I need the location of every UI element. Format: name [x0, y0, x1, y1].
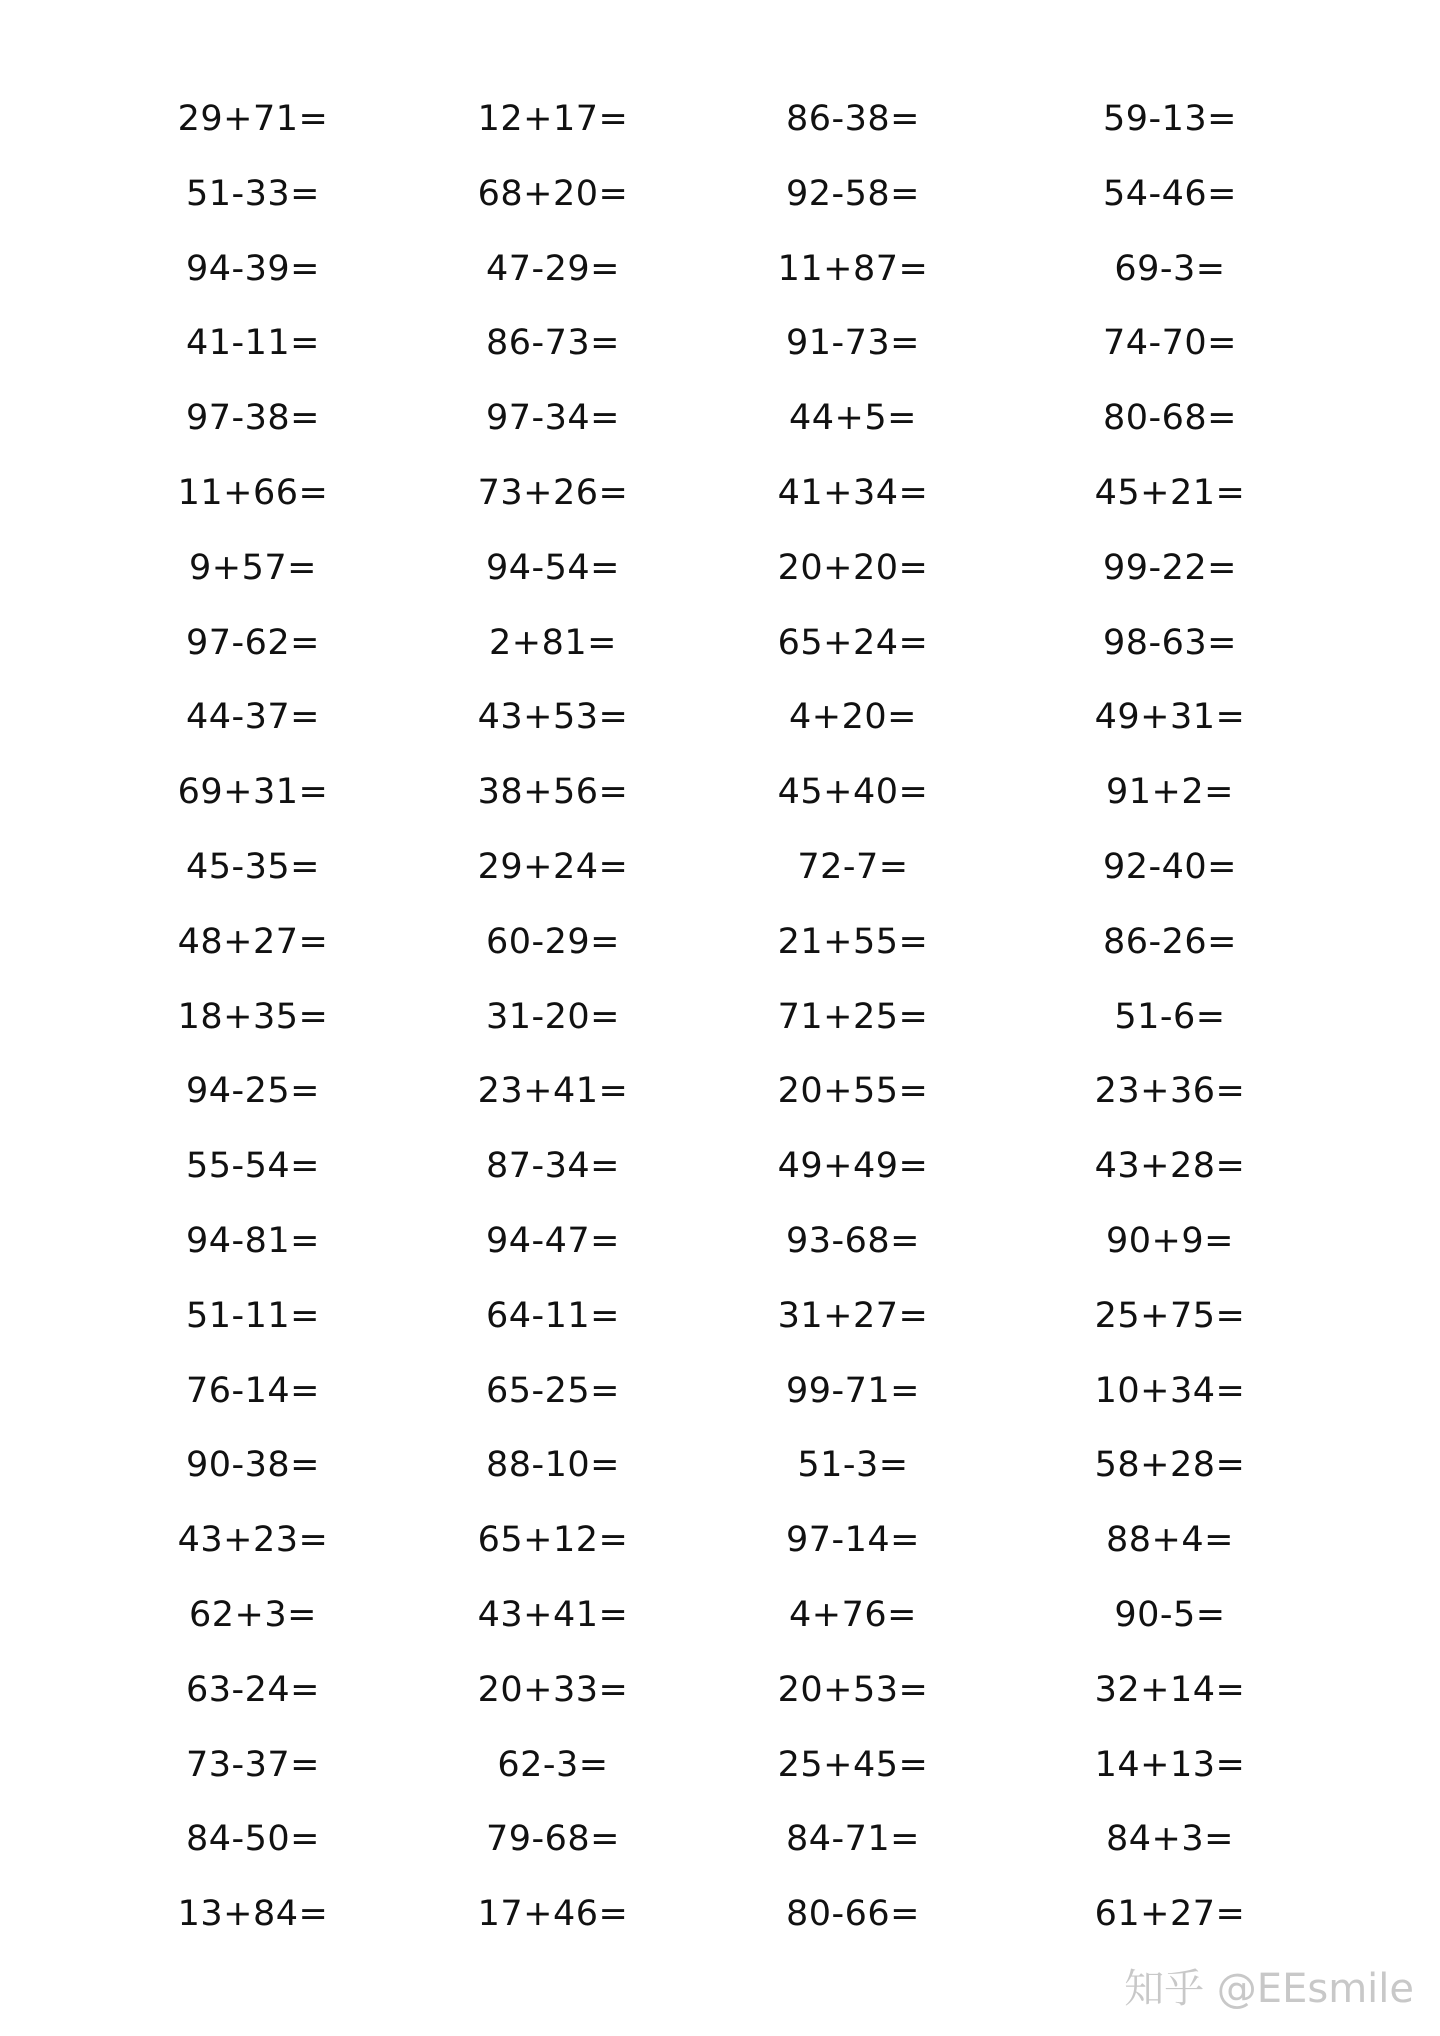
problem-cell: 29+71=: [177, 99, 329, 139]
problem-cell: 43+41=: [477, 1594, 629, 1635]
problem-cell: 41+34=: [777, 472, 929, 513]
problem-cell: 92-40=: [1102, 846, 1238, 887]
problem-row: [0, 82, 1440, 157]
watermark: 知乎 @EEsmile: [1124, 1966, 1414, 2012]
problem-cell: 43+28=: [1094, 1146, 1246, 1187]
problem-cell: 73+26=: [477, 472, 629, 513]
problem-cell: 43+23=: [177, 1520, 329, 1561]
problem-cell: 23+41=: [477, 1071, 629, 1112]
problem-cell: 20+33=: [477, 1669, 629, 1710]
problem-cell: 51-3=: [797, 1445, 909, 1486]
problem-cell: 94-81=: [185, 1220, 321, 1261]
problem-cell: 69+31=: [177, 772, 329, 813]
problem-cell: 48+27=: [177, 921, 329, 962]
problem-cell: 80-66=: [785, 1894, 921, 1935]
problem-cell: 23+36=: [1094, 1071, 1246, 1112]
problem-cell: 17+46=: [477, 1894, 629, 1935]
problem-row: [0, 680, 1440, 755]
problem-cell: 91-73=: [785, 323, 921, 364]
problem-cell: 90-5=: [1114, 1594, 1226, 1635]
problem-grid: [0, 82, 1440, 1952]
problem-cell: 87-34=: [485, 1146, 621, 1187]
problem-cell: 88+4=: [1106, 1520, 1234, 1561]
problem-cell: 4+20=: [789, 697, 917, 738]
problem-cell: 25+75=: [1094, 1295, 1246, 1336]
problem-cell: 84-50=: [185, 1819, 321, 1860]
problem-cell: 86-73=: [485, 323, 621, 364]
problem-cell: 65-25=: [485, 1370, 621, 1411]
problem-cell: 58+28=: [1094, 1445, 1246, 1486]
problem-row: [0, 1428, 1440, 1503]
problem-cell: 18+35=: [177, 996, 329, 1037]
problem-cell: 59-13=: [1102, 99, 1238, 139]
problem-cell: 54-46=: [1102, 173, 1238, 214]
problem-cell: 47-29=: [485, 248, 621, 289]
problem-row: [0, 1279, 1440, 1354]
problem-cell: 94-39=: [185, 248, 321, 289]
problem-cell: 97-62=: [185, 622, 321, 663]
problem-cell: 32+14=: [1094, 1669, 1246, 1710]
problem-cell: 60-29=: [485, 921, 621, 962]
problem-cell: 45+40=: [777, 772, 929, 813]
problem-cell: 86-26=: [1102, 921, 1238, 962]
problem-cell: 94-25=: [185, 1071, 321, 1112]
problem-cell: 4+76=: [789, 1594, 917, 1635]
problem-cell: 20+53=: [777, 1669, 929, 1710]
problem-cell: 11+87=: [777, 248, 929, 289]
problem-row: [0, 1054, 1440, 1129]
problem-row: [0, 830, 1440, 905]
problem-row: [0, 1354, 1440, 1429]
problem-cell: 38+56=: [477, 772, 629, 813]
problem-cell: 65+12=: [477, 1520, 629, 1561]
problem-cell: 72-7=: [797, 846, 909, 887]
problem-cell: 44-37=: [185, 697, 321, 738]
problem-cell: 61+27=: [1094, 1894, 1246, 1935]
problem-row: [0, 306, 1440, 381]
problem-cell: 21+55=: [777, 921, 929, 962]
problem-cell: 51-6=: [1114, 996, 1226, 1037]
problem-row: [0, 1728, 1440, 1803]
problem-cell: 93-68=: [785, 1220, 921, 1261]
problem-row: [0, 1578, 1440, 1653]
problem-cell: 94-54=: [485, 547, 621, 588]
problem-cell: 49+31=: [1094, 697, 1246, 738]
problem-cell: 90-38=: [185, 1445, 321, 1486]
problem-cell: 94-47=: [485, 1220, 621, 1261]
problem-cell: 90+9=: [1106, 1220, 1234, 1261]
problem-cell: 86-38=: [785, 99, 921, 139]
problem-cell: 45+21=: [1094, 472, 1246, 513]
problem-cell: 13+84=: [177, 1894, 329, 1935]
problem-cell: 76-14=: [185, 1370, 321, 1411]
problem-row: [0, 1129, 1440, 1204]
problem-cell: 29+24=: [477, 846, 629, 887]
problem-cell: 44+5=: [789, 398, 917, 439]
problem-cell: 10+34=: [1094, 1370, 1246, 1411]
problem-cell: 64-11=: [485, 1295, 621, 1336]
problem-row: [0, 1204, 1440, 1279]
problem-row: [0, 456, 1440, 531]
problem-row: [0, 1653, 1440, 1728]
problem-cell: 63-24=: [185, 1669, 321, 1710]
problem-cell: 14+13=: [1094, 1744, 1246, 1785]
problem-cell: 97-14=: [785, 1520, 921, 1561]
problem-cell: 97-34=: [485, 398, 621, 439]
problem-cell: 49+49=: [777, 1146, 929, 1187]
problem-cell: 80-68=: [1102, 398, 1238, 439]
problem-row: [0, 1503, 1440, 1578]
problem-cell: 84+3=: [1106, 1819, 1234, 1860]
problem-cell: 31+27=: [777, 1295, 929, 1336]
problem-cell: 41-11=: [185, 323, 321, 364]
problem-cell: 71+25=: [777, 996, 929, 1037]
problem-cell: 55-54=: [185, 1146, 321, 1187]
problem-cell: 99-22=: [1102, 547, 1238, 588]
problem-cell: 31-20=: [485, 996, 621, 1037]
problem-cell: 97-38=: [185, 398, 321, 439]
problem-row: [0, 905, 1440, 980]
problem-row: [0, 980, 1440, 1055]
problem-cell: 62+3=: [189, 1594, 317, 1635]
problem-row: [0, 531, 1440, 606]
problem-cell: 11+66=: [177, 472, 329, 513]
problem-cell: 69-3=: [1114, 248, 1226, 289]
problem-cell: 45-35=: [185, 846, 321, 887]
problem-cell: 43+53=: [477, 697, 629, 738]
problem-row: [0, 755, 1440, 830]
problem-row: [0, 1877, 1440, 1952]
problem-row: [0, 606, 1440, 681]
problem-cell: 9+57=: [189, 547, 317, 588]
problem-cell: 51-33=: [185, 173, 321, 214]
problem-cell: 20+20=: [777, 547, 929, 588]
problem-cell: 2+81=: [489, 622, 617, 663]
problem-cell: 92-58=: [785, 173, 921, 214]
problem-row: [0, 1802, 1440, 1877]
problem-cell: 20+55=: [777, 1071, 929, 1112]
problem-cell: 88-10=: [485, 1445, 621, 1486]
problem-cell: 98-63=: [1102, 622, 1238, 663]
problem-cell: 51-11=: [185, 1295, 321, 1336]
problem-row: [0, 232, 1440, 307]
problem-cell: 25+45=: [777, 1744, 929, 1785]
problem-cell: 65+24=: [777, 622, 929, 663]
problem-cell: 74-70=: [1102, 323, 1238, 364]
problem-cell: 68+20=: [477, 173, 629, 214]
problem-cell: 62-3=: [497, 1744, 609, 1785]
problem-cell: 12+17=: [477, 99, 629, 139]
problem-row: [0, 381, 1440, 456]
problem-cell: 99-71=: [785, 1370, 921, 1411]
problem-cell: 84-71=: [785, 1819, 921, 1860]
problem-cell: 73-37=: [185, 1744, 321, 1785]
problem-row: [0, 157, 1440, 232]
problem-cell: 91+2=: [1106, 772, 1234, 813]
problem-cell: 79-68=: [485, 1819, 621, 1860]
